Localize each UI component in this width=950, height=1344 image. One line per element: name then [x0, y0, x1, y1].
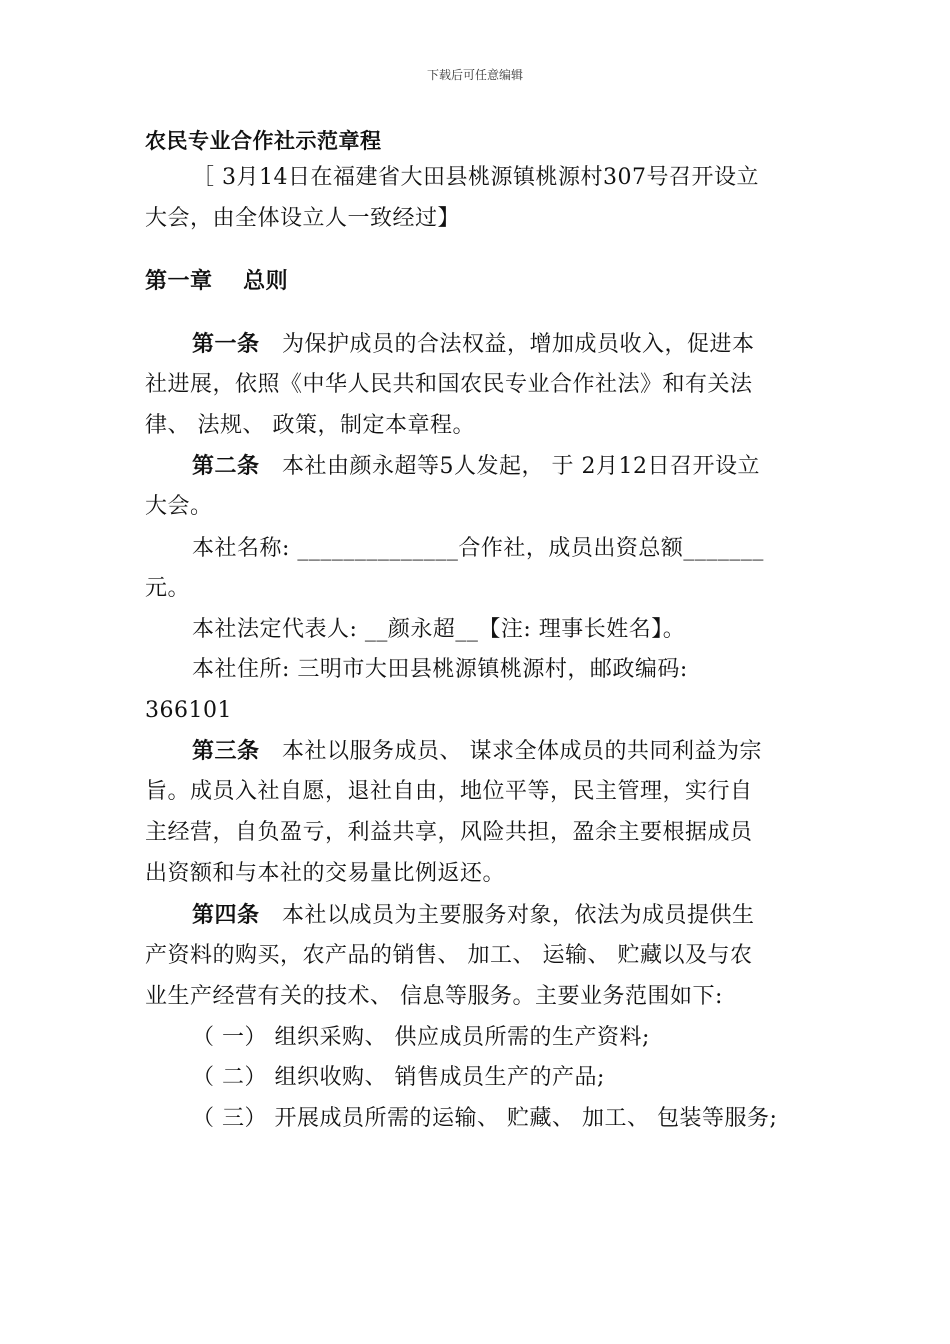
- address-line: 本社住所: 三明市大田县桃源镇桃源村，邮政编码:: [192, 657, 688, 682]
- business-item-1: （ 一） 组织采购、 供应成员所需的生产资料;: [192, 1025, 650, 1050]
- article-2-first-line: [192, 453, 760, 480]
- coop-name-line: 本社名称: ______________合作社，成员出资总额_______: [192, 536, 764, 561]
- article-3-text-3: 主经营，自负盈亏，利益共享，风险共担，盈余主要根据成员: [145, 820, 753, 845]
- legal-rep-line: 本社法定代表人: __颜永超__【注: 理事长姓名】。: [192, 617, 686, 642]
- article-1-label: 第一条: [192, 331, 260, 357]
- business-item-3: （ 三） 开展成员所需的运输、 贮藏、 加工、 包装等服务;: [192, 1106, 778, 1131]
- article-3-label: 第三条: [192, 738, 260, 764]
- article-4-text-1: 本社以成员为主要服务对象，依法为成员提供生: [259, 903, 755, 928]
- article-4-label: 第四条: [192, 902, 260, 928]
- article-1-text-3: 律、 法规、 政策，制定本章程。: [145, 413, 475, 438]
- article-2-text-2: 大会。: [145, 494, 213, 519]
- postal-code: 366101: [145, 698, 232, 723]
- article-4-text-2: 产资料的购买，农产品的销售、 加工、 运输、 贮藏以及与农: [145, 943, 753, 968]
- article-3-text-2: 旨。成员入社自愿，退社自由，地位平等，民主管理，实行自: [145, 779, 753, 804]
- article-3-first-line: [192, 738, 762, 765]
- article-4-first-line: [192, 902, 755, 929]
- article-4-text-3: 业生产经营有关的技术、 信息等服务。主要业务范围如下:: [145, 984, 723, 1009]
- article-2-label: 第二条: [192, 453, 260, 479]
- page-header: 下载后可任意编辑: [426, 68, 523, 82]
- document-title: 农民专业合作社示范章程: [145, 128, 382, 153]
- business-item-2: （ 二） 组织收购、 销售成员生产的产品;: [192, 1065, 605, 1090]
- article-1-first-line: [192, 331, 755, 358]
- article-1-text-1: 为保护成员的合法权益，增加成员收入，促进本: [259, 332, 755, 357]
- article-2-text-1: 本社由颜永超等5人发起， 于 2月12日召开设立: [259, 454, 760, 479]
- article-3-text-4: 出资额和与本社的交易量比例返还。: [145, 861, 506, 886]
- coop-name-line-2: 元。: [145, 576, 191, 601]
- intro-line-1: ［ 3月14日在福建省大田县桃源镇桃源村307号召开设立: [192, 165, 759, 190]
- article-3-text-1: 本社以服务成员、 谋求全体成员的共同利益为宗: [259, 739, 763, 764]
- article-1-text-2: 社进展，依照《中华人民共和国农民专业合作社法》和有关法: [145, 372, 753, 397]
- intro-line-2: 大会，由全体设立人一致经过】: [145, 206, 461, 231]
- chapter-heading: 第一章 总则: [145, 268, 289, 294]
